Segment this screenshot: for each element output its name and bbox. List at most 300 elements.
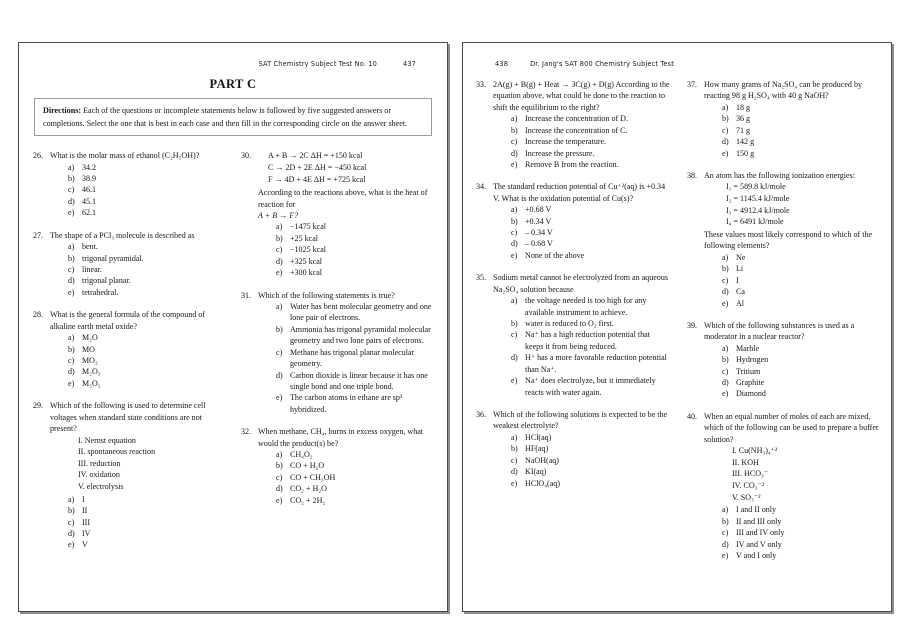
choice-letter: e) <box>68 540 75 550</box>
choice-letter: c) <box>276 245 283 255</box>
choice-b[interactable] <box>68 344 226 355</box>
choice-letter: a) <box>722 505 729 515</box>
choice-text: 62.1 <box>82 208 97 218</box>
choice-letter: d) <box>722 539 729 549</box>
choice-text: linear. <box>82 265 102 275</box>
choice-letter: e) <box>722 148 729 158</box>
choice-e[interactable] <box>511 159 670 170</box>
roman-item-v: V. electrolysis <box>78 482 124 492</box>
choice-list <box>50 241 226 298</box>
choice-b[interactable] <box>276 233 434 244</box>
question-number: 40. <box>687 411 698 421</box>
choice-b[interactable] <box>722 263 881 274</box>
choice-e[interactable] <box>722 298 881 309</box>
choice-letter: b) <box>276 461 283 471</box>
roman-item-v: V. SO₃⁻² <box>732 492 761 502</box>
choice-text: −1025 kcal <box>290 245 327 255</box>
choice-text: H⁺ has a more favorable reduction potential than Na⁺. <box>525 353 667 374</box>
choice-letter: c) <box>722 366 729 376</box>
choice-letter: c) <box>511 228 518 238</box>
choice-list <box>704 102 881 159</box>
left-page-columns <box>32 150 434 562</box>
choice-text: HCl(aq) <box>525 432 552 442</box>
choice-d[interactable] <box>68 528 226 539</box>
choice-text: Graphite <box>736 378 765 388</box>
choice-text: – 0.34 V <box>525 228 553 238</box>
choice-text: IV <box>82 529 91 539</box>
question-40 <box>686 411 881 562</box>
choice-letter: a) <box>511 432 518 442</box>
choice-letter: b) <box>722 516 729 526</box>
choice-a[interactable] <box>276 449 434 460</box>
question-number: 35. <box>476 273 487 283</box>
choice-e[interactable] <box>722 388 881 399</box>
question-number: 30. <box>241 151 252 161</box>
choice-text: Tritium <box>736 366 761 376</box>
choice-b[interactable] <box>68 253 226 264</box>
choice-text: Carbon dioxide is linear because it has one single bond and one triple bond. <box>290 370 428 391</box>
question-28 <box>32 309 226 389</box>
column-3 <box>475 79 670 500</box>
choice-letter: a) <box>276 222 283 232</box>
choice-d[interactable] <box>276 370 434 393</box>
choice-text: Hydrogen <box>736 355 769 365</box>
question-stem-continued: These values most likely correspond to which of the following elements? <box>704 230 873 251</box>
question-stem: How many grams of Na₂SO₄ can be produced by reacting 98 g H₂SO₄ with 40 g NaOH? <box>704 80 863 101</box>
choice-letter: a) <box>511 114 518 124</box>
choice-e[interactable] <box>722 550 881 561</box>
choice-letter: b) <box>722 114 729 124</box>
choice-text: +25 kcal <box>290 233 318 243</box>
choice-text: Increase the concentration of D. <box>525 114 629 124</box>
choice-text: Ammonia has trigonal pyramidal molecular geometry and two lone pairs of electrons. <box>290 324 431 346</box>
question-number: 36. <box>476 409 487 419</box>
choice-d[interactable] <box>68 196 226 207</box>
choice-c[interactable] <box>511 227 670 238</box>
choice-text: CO₂ + 2H₂ <box>290 495 326 505</box>
choice-d[interactable] <box>722 377 881 388</box>
choice-c[interactable] <box>68 517 226 528</box>
choice-text: bent. <box>82 242 98 252</box>
choice-c[interactable] <box>722 125 881 136</box>
roman-numeral-list <box>78 435 226 493</box>
choice-c[interactable] <box>511 136 670 147</box>
choice-c[interactable] <box>722 275 881 286</box>
choice-d[interactable] <box>722 136 881 147</box>
choice-text: Na⁺ has a high reduction potential that keeps it from being reduced. <box>525 330 650 351</box>
question-stem: What is the general formula of the compound of alkaline earth metal oxide? <box>50 310 206 331</box>
choice-b[interactable] <box>276 460 434 471</box>
choice-letter: b) <box>276 233 283 243</box>
choice-e[interactable] <box>722 148 881 159</box>
question-stem: An atom has the following ionization energies: <box>704 170 855 180</box>
roman-item-ii: II. spontaneous reaction <box>78 447 156 457</box>
choice-d[interactable] <box>276 256 434 267</box>
choice-text: 18 g <box>736 102 751 112</box>
choice-a[interactable] <box>511 204 670 215</box>
choice-text: tetrahedral. <box>82 287 119 297</box>
question-number: 34. <box>476 182 487 192</box>
choice-b[interactable] <box>722 516 881 527</box>
choice-list <box>258 301 434 415</box>
choice-a[interactable] <box>276 301 434 324</box>
choice-e[interactable] <box>68 378 226 389</box>
choice-c[interactable] <box>276 472 434 483</box>
choice-text: Ca <box>736 287 745 297</box>
choice-text: V and I only <box>736 551 777 561</box>
choice-a[interactable] <box>68 494 226 505</box>
question-36 <box>475 409 670 489</box>
column-2 <box>240 150 434 517</box>
question-number: 28. <box>33 310 44 320</box>
choice-letter: d) <box>722 137 729 147</box>
choice-list <box>258 221 434 278</box>
question-31 <box>240 290 434 416</box>
ionization-energy-4: I₄ = 6491 kJ/mole <box>726 217 784 227</box>
choice-text: Ne <box>736 252 746 262</box>
reaction-line-1: A + B → 2C ΔH = +150 kcal <box>268 151 363 161</box>
choice-text: HF(aq) <box>525 444 549 454</box>
question-stem: Which of the following statements is true? <box>258 290 395 300</box>
choice-letter: c) <box>68 185 75 195</box>
column-1 <box>32 150 226 562</box>
choice-letter: c) <box>68 355 75 365</box>
choice-c[interactable] <box>68 355 226 366</box>
choice-letter: b) <box>511 216 518 226</box>
choice-e[interactable] <box>511 478 670 489</box>
choice-b[interactable] <box>276 324 434 347</box>
choice-letter: e) <box>276 268 283 278</box>
question-number: 29. <box>33 401 44 411</box>
ionization-energy-1: I₁ = 589.8 kJ/mole <box>726 182 786 192</box>
choice-e[interactable] <box>276 495 434 506</box>
choice-letter: b) <box>511 319 518 329</box>
choice-e[interactable] <box>68 207 226 218</box>
page-folio: 437 <box>402 60 417 68</box>
question-stem: When an equal number of moles of each are mixed, which of the following can be used to prepare a buffer solution? <box>704 411 879 444</box>
choice-text: 36 g <box>736 114 751 124</box>
choice-text: MO₂ <box>82 355 98 365</box>
question-stem: Sodium metal cannot be electrolyzed from an aqueous Na₂SO₄ solution because <box>493 273 668 294</box>
choice-letter: c) <box>276 347 283 357</box>
choice-text: +0.68 V <box>525 205 552 215</box>
reaction-equations <box>268 150 434 185</box>
choice-text: Increase the temperature. <box>525 137 607 147</box>
choice-letter: e) <box>511 250 518 260</box>
question-stem: Which of the following solutions is expected to be the weakest electrolyte? <box>493 409 668 431</box>
choice-a[interactable] <box>511 432 670 443</box>
running-head-title: Dr. Jang's SAT 800 Chemistry Subject Test <box>530 60 674 68</box>
choice-letter: a) <box>68 494 75 504</box>
choice-d[interactable] <box>276 483 434 494</box>
choice-list <box>704 252 881 309</box>
choice-b[interactable] <box>511 125 670 136</box>
question-30 <box>240 150 434 278</box>
choice-d[interactable] <box>68 366 226 377</box>
choice-a[interactable] <box>722 102 881 113</box>
choice-list <box>258 449 434 506</box>
choice-text: Al <box>736 298 745 308</box>
choice-d[interactable] <box>511 238 670 249</box>
choice-text: +0.34 V <box>525 216 552 226</box>
choice-text: III and IV only <box>736 528 785 538</box>
choice-letter: a) <box>722 343 729 353</box>
choice-text: NaOH(aq) <box>525 455 559 465</box>
question-29 <box>32 400 226 551</box>
choice-text: CO₂ + H₂O <box>290 484 327 494</box>
choice-d[interactable] <box>511 148 670 159</box>
reaction-line-2: C → 2D + 2E ΔH = −450 kcal <box>268 162 367 172</box>
choice-letter: a) <box>722 252 729 262</box>
choice-c[interactable] <box>511 455 670 466</box>
choice-text: MO <box>82 344 95 354</box>
reaction-line-3: F → 4D + 4E ΔH = +725 kcal <box>268 174 366 184</box>
choice-text: I <box>736 275 739 285</box>
choice-e[interactable] <box>276 267 434 278</box>
choice-letter: b) <box>68 506 75 516</box>
question-26 <box>32 150 226 219</box>
directions-text: Each of the questions or incomplete statements below is followed by five suggested answers or completions. Select the one that is best in each case and then fill in the corresponding circle on the answer sheet. <box>43 106 408 129</box>
choice-b[interactable] <box>722 354 881 365</box>
choice-letter: e) <box>276 393 283 403</box>
question-number: 33. <box>476 80 487 89</box>
choice-list <box>50 494 226 551</box>
choice-d[interactable] <box>511 466 670 477</box>
choice-a[interactable] <box>722 343 881 354</box>
choice-text: 38.9 <box>82 174 97 184</box>
choice-text: Na⁺ does electrolyze, but it immediately reacts with water again. <box>525 376 656 397</box>
choice-d[interactable] <box>722 539 881 550</box>
choice-text: water is reduced to O₂ first. <box>525 319 614 329</box>
choice-letter: d) <box>68 529 75 539</box>
choice-letter: c) <box>68 517 75 527</box>
choice-letter: b) <box>722 264 729 274</box>
choice-e[interactable] <box>68 287 226 298</box>
choice-letter: d) <box>511 467 518 477</box>
question-stem: What is the molar mass of ethanol (C₂H₅OH)? <box>50 151 200 161</box>
question-number: 32. <box>241 427 252 437</box>
choice-text: V <box>82 540 88 550</box>
question-stem: The standard reduction potential of Cu⁺²(aq) is +0.34 V. What is the oxidation potential of Cu(s)? <box>493 182 666 203</box>
choice-b[interactable] <box>68 173 226 184</box>
choice-text: 34.2 <box>82 162 97 172</box>
question-27 <box>32 230 226 299</box>
roman-item-iii: III. HCO₃⁻ <box>732 469 769 479</box>
choice-e[interactable] <box>68 539 226 550</box>
choice-text: I and II only <box>736 505 776 515</box>
choice-letter: b) <box>511 125 518 135</box>
choice-text: Water has bent molecular geometry and one lone pair of electrons. <box>290 301 432 323</box>
choice-a[interactable] <box>68 241 226 252</box>
choice-c[interactable] <box>511 329 670 352</box>
choice-e[interactable] <box>276 392 434 415</box>
choice-text: the voltage needed is too high for any available instrument to achieve. <box>525 296 647 317</box>
choice-text: Methane has trigonal planar molecular geometry. <box>290 347 415 369</box>
choice-b[interactable] <box>511 443 670 454</box>
choice-text: III <box>82 517 91 527</box>
ionization-energy-2: I₂ = 1145.4 kJ/mole <box>726 194 790 204</box>
question-stem: The shape of a PCl₃ molecule is described as <box>50 230 195 240</box>
question-stem: Which of the following is used to determine cell voltages when standard state conditions are not present? <box>50 401 206 434</box>
choice-text: +300 kcal <box>290 268 323 278</box>
choice-a[interactable] <box>511 113 670 124</box>
choice-letter: d) <box>276 256 283 266</box>
choice-text: trigonal planar. <box>82 276 131 286</box>
choice-b[interactable] <box>68 505 226 516</box>
choice-c[interactable] <box>722 527 881 538</box>
choice-text: 142 g <box>736 137 755 147</box>
choice-text: Increase the pressure. <box>525 148 595 158</box>
choice-text: trigonal pyramidal. <box>82 253 144 263</box>
choice-letter: a) <box>511 205 518 215</box>
roman-item-iv: IV. CO₃⁻² <box>732 481 765 491</box>
choice-text: II and III only <box>736 516 782 526</box>
choice-letter: e) <box>722 551 729 561</box>
choice-letter: e) <box>276 495 283 505</box>
choice-list <box>493 204 670 261</box>
choice-text: CH₄O₂ <box>290 450 313 460</box>
choice-list <box>704 504 881 561</box>
question-35 <box>475 272 670 398</box>
choice-letter: c) <box>722 125 729 135</box>
question-38 <box>686 170 881 309</box>
roman-numeral-list <box>732 445 881 503</box>
directions-box <box>34 98 432 136</box>
choice-letter: b) <box>511 444 518 454</box>
page-folio: 438 <box>495 60 509 68</box>
choice-a[interactable] <box>722 252 881 263</box>
question-stem-equation: A + B → F? <box>258 211 299 221</box>
choice-d[interactable] <box>511 352 670 375</box>
question-number: 26. <box>33 151 44 161</box>
choice-a[interactable] <box>511 295 670 318</box>
choice-letter: d) <box>276 484 283 494</box>
choice-text: M₂O₃ <box>82 367 101 377</box>
choice-text: M₃O₂ <box>82 378 101 388</box>
choice-text: The carbon atoms in ethane are sp³ hybridized. <box>290 393 403 414</box>
choice-text: None of the above <box>525 250 585 260</box>
choice-letter: a) <box>68 333 75 343</box>
choice-text: −1475 kcal <box>290 222 327 232</box>
choice-letter: c) <box>68 265 75 275</box>
column-4 <box>686 79 881 573</box>
choice-list <box>704 343 881 400</box>
choice-letter: a) <box>276 301 283 311</box>
choice-c[interactable] <box>68 264 226 275</box>
choice-c[interactable] <box>68 184 226 195</box>
roman-item-iii: III. reduction <box>78 458 121 468</box>
choice-d[interactable] <box>68 275 226 286</box>
choice-text: 71 g <box>736 125 751 135</box>
choice-list <box>50 162 226 219</box>
choice-text: II <box>82 506 88 516</box>
choice-text: Remove B from the reaction. <box>525 159 619 169</box>
question-stem: 2A(g) + B(g) + Heat → 3C(g) + D(g) According to the equation above, what could be done to the reaction to shift the equilibrium to the right? <box>493 80 670 112</box>
choice-letter: e) <box>511 478 518 488</box>
choice-letter: d) <box>722 287 729 297</box>
part-title: PART C <box>209 77 257 91</box>
choice-a[interactable] <box>68 162 226 173</box>
running-head-title: SAT Chemistry Subject Test No. 10 <box>258 60 377 68</box>
choice-letter: c) <box>722 275 729 285</box>
choice-a[interactable] <box>276 221 434 232</box>
ionization-energy-list <box>726 181 881 228</box>
choice-e[interactable] <box>511 250 670 261</box>
question-number: 38. <box>687 170 698 180</box>
choice-letter: b) <box>722 355 729 365</box>
choice-list <box>50 332 226 389</box>
choice-letter: c) <box>722 528 729 538</box>
question-stem: When methane, CH₄, burns in excess oxygen, what would the product(s) be? <box>258 427 424 448</box>
choice-b[interactable] <box>511 318 670 329</box>
choice-letter: a) <box>276 450 283 460</box>
choice-c[interactable] <box>722 366 881 377</box>
choice-letter: d) <box>511 239 518 249</box>
choice-letter: e) <box>68 378 75 388</box>
choice-text: Diamond <box>736 389 766 399</box>
choice-list <box>493 432 670 489</box>
choice-c[interactable] <box>276 244 434 255</box>
choice-letter: b) <box>68 174 75 184</box>
choice-d[interactable] <box>722 286 881 297</box>
choice-letter: d) <box>68 196 75 206</box>
choice-letter: c) <box>511 137 518 147</box>
choice-letter: a) <box>68 162 75 172</box>
question-37 <box>686 79 881 159</box>
roman-item-i: I. Nernst equation <box>78 435 136 445</box>
roman-item-ii: II. KOH <box>732 457 759 467</box>
choice-text: CO + CH₃OH <box>290 472 336 482</box>
question-39 <box>686 320 881 400</box>
choice-text: – 0.68 V <box>525 239 553 249</box>
question-stem: Which of the following substances is used as a moderator in a nuclear reactor? <box>704 320 855 342</box>
roman-item-iv: IV. oxidation <box>78 470 120 480</box>
choice-list <box>493 113 670 170</box>
choice-b[interactable] <box>722 113 881 124</box>
choice-text: IV and V only <box>736 539 782 549</box>
choice-text: Li <box>736 264 744 274</box>
choice-text: Marble <box>736 343 760 353</box>
question-number: 37. <box>687 80 698 89</box>
choice-letter: e) <box>511 376 518 386</box>
left-page-running-head <box>32 57 434 71</box>
choice-text: +325 kcal <box>290 256 323 266</box>
choice-letter: e) <box>722 389 729 399</box>
choice-letter: c) <box>511 455 518 465</box>
choice-a[interactable] <box>68 332 226 343</box>
directions-label: Directions: <box>43 106 82 115</box>
choice-b[interactable] <box>511 216 670 227</box>
choice-letter: e) <box>68 287 75 297</box>
choice-text: CO + H₂O <box>290 461 325 471</box>
choice-text: Increase the concentration of C. <box>525 125 628 135</box>
right-page-running-head <box>475 57 881 71</box>
choice-text: HClO₄(aq) <box>525 478 561 488</box>
choice-e[interactable] <box>511 375 670 398</box>
question-stem: According to the reactions above, what is the heat of reaction for <box>258 188 428 209</box>
choice-text: 150 g <box>736 148 755 158</box>
choice-a[interactable] <box>722 504 881 515</box>
choice-letter: c) <box>276 472 283 482</box>
choice-letter: a) <box>511 296 518 306</box>
choice-letter: b) <box>276 324 283 334</box>
choice-letter: d) <box>68 367 75 377</box>
choice-letter: e) <box>722 298 729 308</box>
choice-text: KI(aq) <box>525 467 547 477</box>
choice-c[interactable] <box>276 347 434 370</box>
question-34 <box>475 181 670 261</box>
choice-letter: e) <box>68 208 75 218</box>
